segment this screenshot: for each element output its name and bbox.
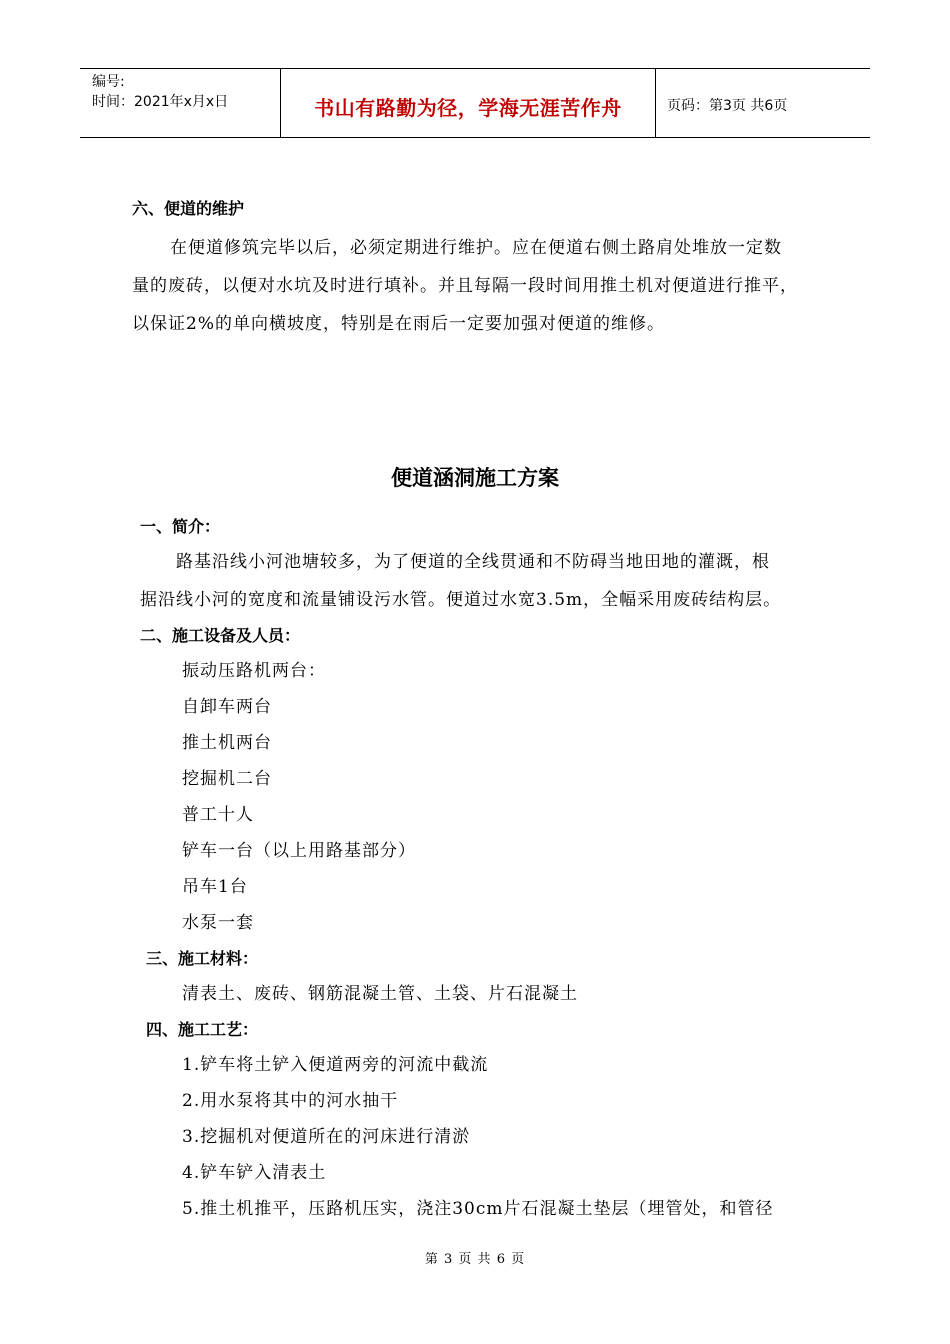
materials-text: 清表土、废砖、钢筋混凝土管、土袋、片石混凝土 <box>182 984 578 1004</box>
process-heading: 四、施工工艺： <box>146 1020 259 1039</box>
number-label: 编号: <box>92 74 125 90</box>
materials-heading: 三、施工材料： <box>146 949 259 968</box>
paragraph-line: 以保证2%的单向横坡度，特别是在雨后一定要加强对便道的维修。 <box>132 314 665 334</box>
list-item: 挖掘机二台 <box>182 769 272 789</box>
list-item: 普工十人 <box>182 805 254 825</box>
header-page-info-cell <box>655 69 870 137</box>
list-item: 吊车1台 <box>182 877 248 897</box>
document-title: 便道涵洞施工方案 <box>391 466 559 490</box>
section6-heading: 六、便道的维护 <box>132 199 245 218</box>
equipment-heading: 二、施工设备及人员： <box>140 626 301 645</box>
motto: 书山有路勤为径，学海无涯苦作舟 <box>314 95 622 120</box>
paragraph-line: 路基沿线小河池塘较多，为了便道的全线贯通和不防碍当地田地的灌溉，根 <box>176 552 770 572</box>
list-item: 铲车一台（以上用路基部分） <box>182 841 416 861</box>
paragraph-line: 在便道修筑完毕以后，必须定期进行维护。应在便道右侧土路肩处堆放一定数 <box>170 238 782 258</box>
process-step: 5.推土机推平，压路机压实，浇注30cm片石混凝土垫层（埋管处，和管径 <box>182 1199 774 1219</box>
header-meta <box>80 69 280 137</box>
page-footer: 第 3 页 共 6 页 <box>424 1252 526 1267</box>
intro-heading: 一、简介： <box>140 517 221 536</box>
list-item: 水泵一套 <box>182 913 254 933</box>
list-item: 振动压路机两台： <box>182 661 326 681</box>
process-step: 4.铲车铲入清表土 <box>182 1163 327 1183</box>
paragraph-line: 量的废砖，以便对水坑及时进行填补。并且每隔一段时间用推土机对便道进行推平， <box>132 276 798 296</box>
paragraph-line: 据沿线小河的宽度和流量铺设污水管。便道过水宽3.5m，全幅采用废砖结构层。 <box>140 590 782 610</box>
page-info: 页码：第3页 共6页 <box>667 98 788 114</box>
list-item: 自卸车两台 <box>182 697 272 717</box>
process-step: 3.挖掘机对便道所在的河床进行清淤 <box>182 1127 471 1147</box>
date-label: 时间：2021年x月x日 <box>92 94 229 110</box>
process-step: 1.铲车将土铲入便道两旁的河流中截流 <box>182 1055 489 1075</box>
process-step: 2.用水泵将其中的河水抽干 <box>182 1091 399 1111</box>
page-header <box>80 68 870 138</box>
header-motto-cell <box>280 69 656 137</box>
list-item: 推土机两台 <box>182 733 272 753</box>
